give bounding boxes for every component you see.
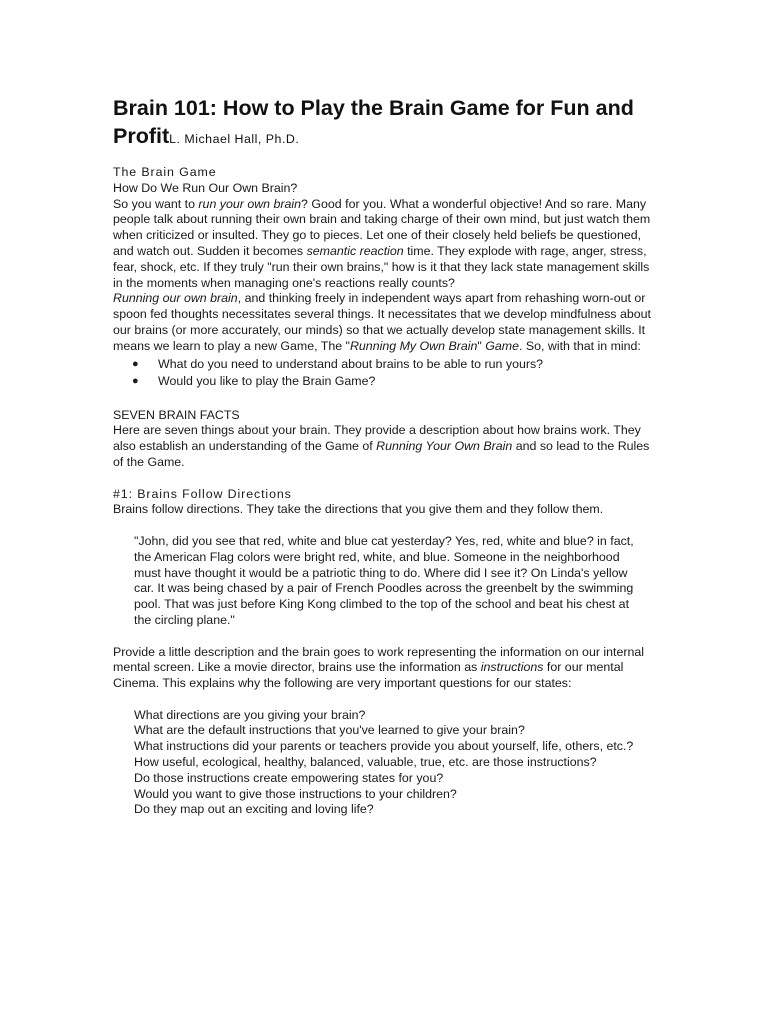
- list-item-text: Would you like to play the Brain Game?: [158, 374, 376, 389]
- quote-block: "John, did you see that red, white and blue cat yesterday? Yes, red, white and blue? in fact, the American Flag colors were bright red, white, and blue. Someone in the neighborhood must have thought it would be a patriotic thing to do. Where did I see it? On Linda's yellow car. It was being chased by a pair of French Poodles across the greenbelt by the swimming pool. That was just before King Kong climbed to the top of the school and beat his chest at the circling plane.": [134, 533, 634, 627]
- title-text: Brain 101: How to Play the Brain Game for Fun and Profit: [113, 96, 634, 148]
- spacer: [113, 392, 658, 408]
- emphasis-text: instructions: [480, 660, 544, 675]
- text-run: for our mental Cinema. This explains why the following are very important questions for our states:: [113, 660, 624, 691]
- question-item: Do those instructions create empowering states for you?: [134, 770, 444, 785]
- text-run: Provide a little description and the brain goes to work representing the information on our internal mental screen. Like a movie director, brains use the information as: [113, 644, 645, 675]
- paragraph-intro: [113, 197, 658, 292]
- emphasis-text: Game: [485, 338, 519, 353]
- facts-heading: SEVEN BRAIN FACTS: [113, 407, 240, 422]
- question-item: What directions are you giving your brain?: [134, 707, 366, 722]
- spacer: [113, 692, 658, 708]
- bullet-icon: ●: [132, 375, 139, 388]
- subheading: How Do We Run Our Own Brain?: [113, 180, 298, 195]
- list-item-text: What do you need to understand about brains to be able to run yours?: [158, 356, 544, 371]
- text-run: and so lead to the Rules of the Game.: [113, 439, 650, 469]
- question-item: What instructions did your parents or teachers provide you about yourself, life, others, etc.?: [134, 739, 634, 754]
- list-item: [132, 374, 658, 390]
- fact1-heading: #1: Brains Follow Directions: [113, 486, 292, 501]
- question-item: Do they map out an exciting and loving life?: [134, 802, 374, 817]
- paragraph-fact1: Brains follow directions. They take the directions that you give them and they follow them.: [113, 502, 604, 517]
- text-run: Here are seven things about your brain. They provide a description about how brains work. They also establish an understanding of the Game of: [113, 423, 641, 454]
- spacer: [113, 518, 658, 534]
- emphasis-text: Running My Own Brain: [349, 338, 478, 353]
- emphasis-text: run your own brain: [198, 196, 302, 211]
- bullet-icon: ●: [132, 357, 139, 370]
- question-item: How useful, ecological, healthy, balanced, valuable, true, etc. are those instructions?: [134, 755, 597, 770]
- spacer: [113, 471, 658, 487]
- spacer: [113, 629, 658, 645]
- question-list: [113, 708, 658, 819]
- text-run: time. They explode with rage, anger, stress, fear, shock, etc. If they truly "run their own brains," how is it that they lack state management skills in the moments when managing one's reactions really counts?: [113, 243, 650, 290]
- text-run: So you want to: [113, 196, 199, 211]
- list-item: [132, 356, 658, 373]
- document-title: [113, 94, 658, 153]
- question-item: What are the default instructions that you've learned to give your brain?: [134, 723, 525, 738]
- paragraph-running-brain: [113, 291, 658, 354]
- text-run: . So, with that in mind:: [518, 338, 641, 353]
- section-heading: The Brain Game: [113, 165, 217, 179]
- emphasis-text: semantic reaction: [306, 243, 404, 258]
- paragraph-facts: [113, 423, 658, 470]
- text-run: ? Good for you. What a wonderful objective! And so rare. Many people talk about running their own brain and taking charge of their own mind, but just watch them when criticized or insulted. They go to pieces. Let one of their closely held beliefs be questioned, and watch out. Sudden it becomes: [113, 196, 651, 258]
- bullet-list: [113, 357, 658, 390]
- text-run: ": [477, 338, 486, 353]
- author-byline: L. Michael Hall, Ph.D.: [169, 132, 300, 146]
- text-run: , and thinking freely in independent ways apart from rehashing worn-out or spoon fed thoughts necessitates several things. It necessitates that we develop mindfulness about our brains (or more accurately, our minds) so that we actually develop state management skills. It means we learn to play a new Game, The ": [113, 291, 651, 353]
- emphasis-text: Running our own brain: [113, 291, 238, 306]
- emphasis-text: Running Your Own Brain: [376, 439, 513, 454]
- question-item: Would you want to give those instructions to your children?: [134, 786, 457, 801]
- paragraph-instructions: [113, 645, 658, 692]
